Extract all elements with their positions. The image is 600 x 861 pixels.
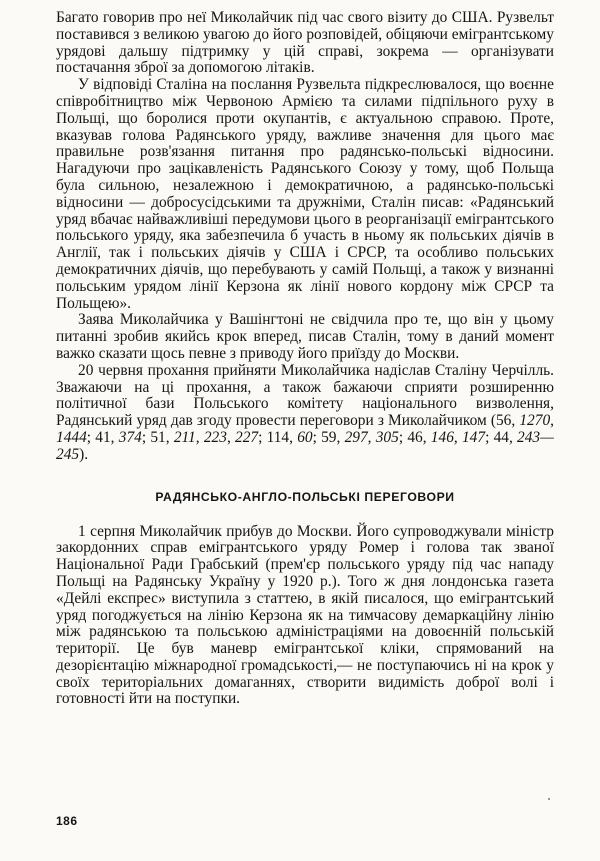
paragraph-churchill-request xyxy=(56,363,554,464)
page-number: 186 xyxy=(56,814,78,828)
paragraph-churchill-text: 20 червня прохання прийняти Миколайчика надіслав Сталіну Черчілль. Зважаючи на ці прохання, а також бажаючи сприяти розширенню політичної бази Польського комітету національного визволення, Радянський уряд дав згоду провести переговори з Миколайчиком xyxy=(56,361,554,430)
paragraph-mikolajczyk-statement: Заява Миколайчика у Вашінгтоні не свідчила про те, що він у цьому питанні зробив якийсь крок вперед, писав Сталін, тому в даний момент важко сказати щось певне з приводу його приїзду до Москви. xyxy=(56,311,554,362)
paragraph-visit-usa: Багато говорив про неї Миколайчик під час свого візиту до США. Рузвельт поставився з великою увагою до його розповідей, обіцяючи емігрантському урядові дальшу підтримку у цій справі, зокрема — організувати постачання зброї за допомогою літаків. xyxy=(56,9,554,77)
paragraph-stalin-reply: У відповіді Сталіна на послання Рузвельта підкреслювалося, що воєнне співробітництво між Червоною Армією та силами підпільного руху в Польщі, що боролися проти окупантів, є актуальною справою. Проте, вказував голова Радянського уряду, важливе значення для цього має правильне розв'язання питання про радянсько-польські відносини. Нагадуючи про зацікавленість Радянського Союзу у тому, щоб Польща була сильною, незалежною і демократичною, а радянсько-польські відносини — добросусідськими та дружніми, Сталін писав: «Радянський уряд вбачає найважливіші передумови цього в реорганізації емігрантського польського уряду, яка забезпечила б участь в ньому як польських діячів в Англії, так і польських діячів у США і СРСР, та особливо польських демократичних діячів, що перебувають у самій Польщі, а також у визнанні польським урядом лінії Керзона як лінії нового кордону між СРСР та Польщею». xyxy=(56,76,554,312)
source-references: (56, 1270, 1444; 41, 374; 51, 211, 223, 227; 114, 60; 59, 297, 305; 46, 146, 147; 44, 243—245). xyxy=(56,412,554,463)
section-heading: РАДЯНСЬКО-АНГЛО-ПОЛЬСЬКІ ПЕРЕГОВОРИ xyxy=(155,489,455,504)
print-speck xyxy=(548,798,550,800)
paragraph-arrival-moscow: 1 серпня Миколайчик прибув до Москви. Його супроводжували міністр закордонних справ емігрантського уряду Ромер і голова так званої Національної Ради Грабський (прем'єр польського уряду під час нападу Польщі на Радянську Україну у 1920 р.). Того ж дня лондонська газета «Дейлі експрес» виступила з статтею, в якій писалося, що емігрантський уряд погоджується на лінію Керзона як на тимчасову демаркаційну лінію між радянською та польською адміністраціями на довоєнній польській території. Це був маневр емігрантської кліки, спрямований на дезорієнтацію міжнародної громадськості,— не поступаючись ні на крок у своїх територіальних домаганнях, створити видимість доброї волі і готовності йти на поступки. xyxy=(56,522,554,708)
